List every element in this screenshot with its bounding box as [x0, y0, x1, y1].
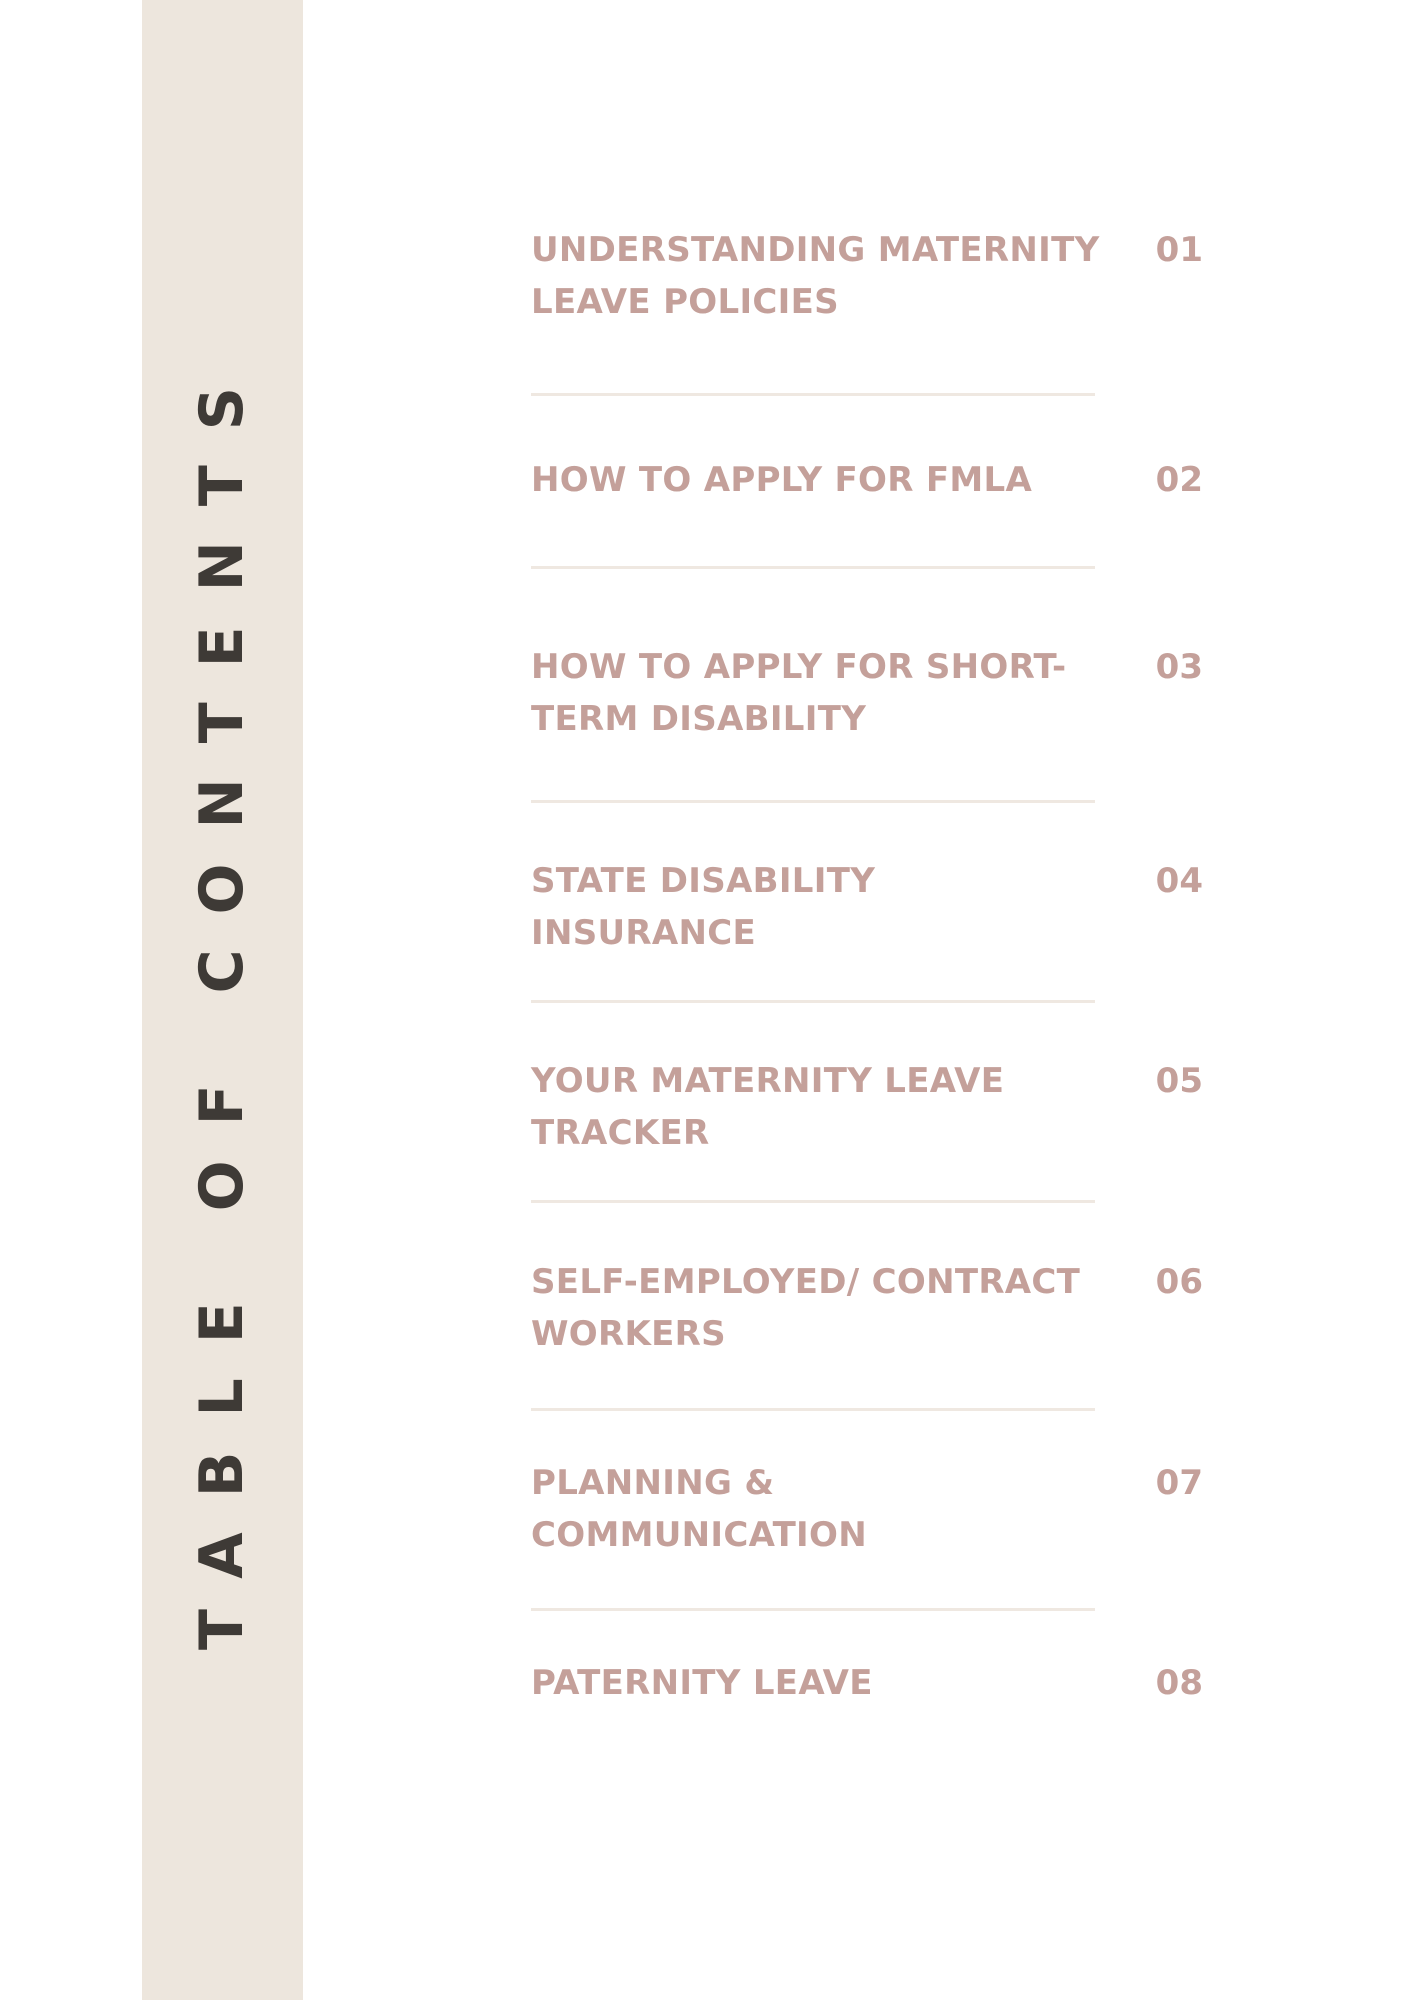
toc-entry-title: UNDERSTANDING MATERNITY LEAVE POLICIES: [531, 230, 1100, 322]
toc-entry-title: HOW TO APPLY FOR SHORT-TERM DISABILITY: [531, 647, 1067, 739]
toc-divider: [531, 566, 1095, 569]
toc-divider: [531, 1608, 1095, 1611]
toc-divider: [531, 1200, 1095, 1203]
toc-entry-title: SELF-EMPLOYED/ CONTRACT WORKERS: [531, 1262, 1081, 1354]
table-of-contents-title: TABLE OF CONTENTS: [187, 352, 257, 1650]
toc-divider: [531, 1408, 1095, 1411]
toc-entry-number: 05: [1155, 1061, 1203, 1101]
toc-entry-title: STATE DISABILITY INSURANCE: [531, 861, 876, 953]
toc-entry-title: YOUR MATERNITY LEAVE TRACKER: [531, 1061, 1005, 1153]
toc-entry-number: 06: [1155, 1262, 1203, 1302]
toc-divider: [531, 393, 1095, 396]
toc-divider: [531, 1000, 1095, 1003]
toc-entry-number: 03: [1155, 647, 1203, 687]
toc-entry-number: 02: [1155, 460, 1203, 500]
toc-entry-title: PATERNITY LEAVE: [531, 1663, 873, 1703]
toc-entry-title: HOW TO APPLY FOR FMLA: [531, 460, 1033, 500]
toc-entry-number: 08: [1155, 1663, 1203, 1703]
toc-entry-title: PLANNING & COMMUNICATION: [531, 1463, 867, 1555]
toc-entry-number: 04: [1155, 861, 1203, 901]
toc-entry-number: 07: [1155, 1463, 1203, 1503]
toc-divider: [531, 800, 1095, 803]
toc-entry-number: 01: [1155, 230, 1203, 270]
